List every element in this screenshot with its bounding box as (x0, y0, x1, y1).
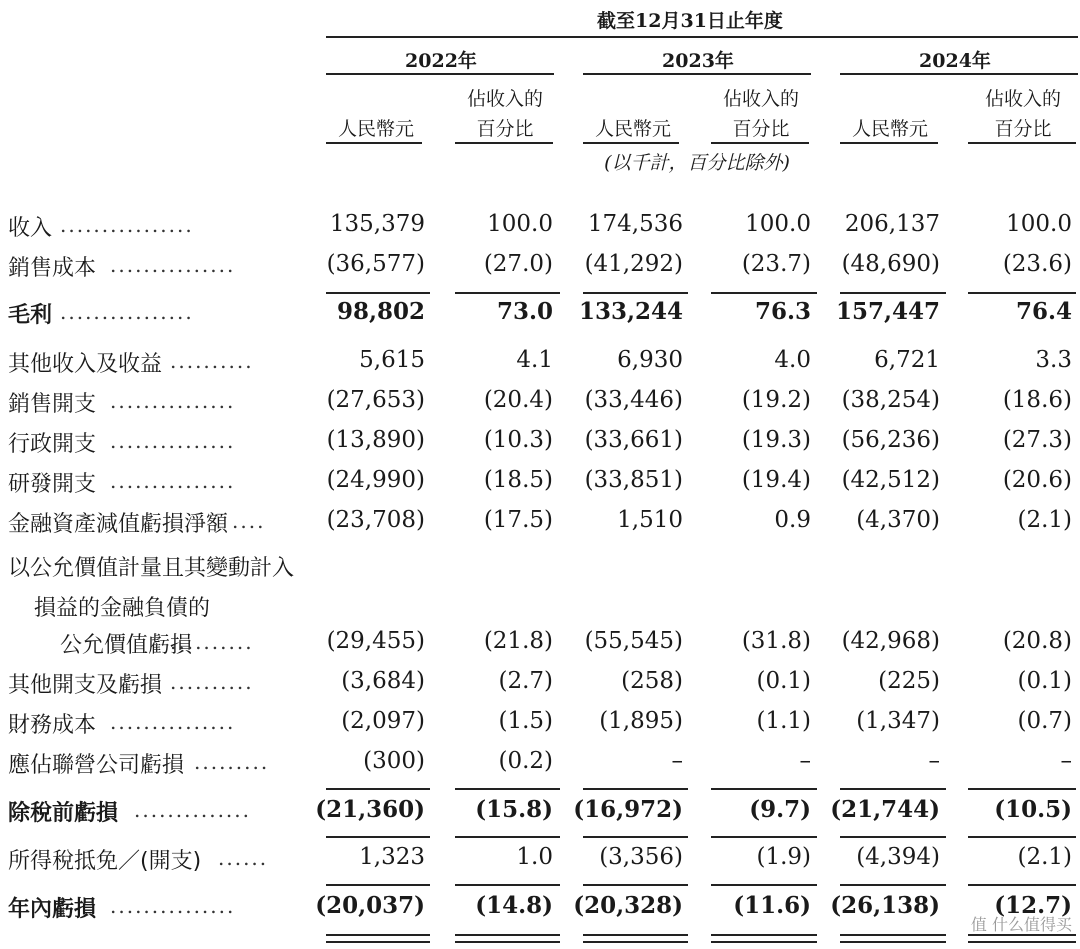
double-rule (455, 934, 560, 943)
period-underline (326, 36, 1078, 38)
leader-dots: ...... (218, 846, 269, 870)
single-rule (968, 788, 1076, 790)
cell-value: 100.0 (487, 211, 553, 237)
watermark: 值 什么值得买 (970, 915, 1072, 934)
cell-value: 6,721 (874, 347, 940, 373)
cell-value: 0.9 (774, 507, 811, 533)
cell-value: 1.0 (516, 844, 553, 870)
cell-value: 100.0 (1006, 211, 1072, 237)
row-label: 損益的金融負債的 (34, 596, 211, 621)
double-rule (968, 934, 1076, 943)
cell-value: (17.5) (483, 507, 553, 533)
cell-value: (2.7) (498, 668, 553, 694)
row-label: 其他收入及收益 (8, 352, 163, 377)
cell-value: (0.7) (1017, 708, 1072, 734)
cell-value: – (1060, 748, 1072, 774)
year-2023-underline (583, 73, 811, 75)
cell-value: (11.6) (733, 892, 811, 919)
leader-dots: ................ (60, 300, 194, 324)
single-rule (326, 836, 430, 838)
row-label: 研發開支 (8, 472, 97, 497)
col-underline-2 (455, 142, 553, 144)
single-rule (711, 884, 817, 886)
cell-value: (1.9) (756, 844, 811, 870)
single-rule (968, 292, 1076, 294)
single-rule (326, 292, 430, 294)
table-row (0, 507, 1080, 547)
cell-value: (4,370) (856, 507, 940, 533)
col-underline-6 (968, 142, 1076, 144)
cell-value: (33,661) (584, 427, 683, 453)
col-pct-2023-l2: 百分比 (732, 118, 790, 140)
double-rule (583, 934, 688, 943)
leader-dots: .......... (170, 670, 254, 694)
cell-value: (18.6) (1002, 387, 1072, 413)
cell-value: (19.4) (741, 467, 811, 493)
row-label: 除稅前虧損 (8, 801, 119, 826)
table-row (0, 892, 1080, 932)
cell-value: (19.2) (741, 387, 811, 413)
cell-value: (258) (621, 668, 683, 694)
leader-dots: ............... (110, 429, 236, 453)
cell-value: (31.8) (741, 628, 811, 654)
single-rule (583, 788, 688, 790)
cell-value: (20.6) (1002, 467, 1072, 493)
cell-value: (27,653) (326, 387, 425, 413)
year-2024-underline (840, 73, 1078, 75)
leader-dots: .......... (170, 630, 254, 654)
cell-value: (1.5) (498, 708, 553, 734)
cell-value: (9.7) (749, 796, 811, 823)
leader-dots: .......... (170, 349, 254, 373)
single-rule (711, 292, 817, 294)
cell-value: (1.1) (756, 708, 811, 734)
row-label: 金融資產減值虧損淨額 (8, 512, 229, 537)
table-row (0, 591, 1080, 631)
leader-dots: ............... (110, 389, 236, 413)
cell-value: 4.0 (774, 347, 811, 373)
single-rule (455, 292, 560, 294)
year-2022: 2022年 (405, 50, 477, 72)
cell-value: (16,972) (573, 796, 683, 823)
cell-value: (29,455) (326, 628, 425, 654)
cell-value: (3,684) (341, 668, 425, 694)
cell-value: (48,690) (841, 251, 940, 277)
cell-value: 135,379 (329, 211, 425, 237)
cell-value: (20,037) (315, 892, 425, 919)
col-pct-2022-l2: 百分比 (476, 118, 534, 140)
col-underline-3 (583, 142, 679, 144)
cell-value: (0.1) (756, 668, 811, 694)
table-row (0, 347, 1080, 387)
cell-value: (0.2) (498, 748, 553, 774)
single-rule (455, 884, 560, 886)
cell-value: (14.8) (475, 892, 553, 919)
table-row (0, 668, 1080, 708)
col-pct-2022-l1: 佔收入的 (466, 88, 543, 110)
cell-value: (15.8) (475, 796, 553, 823)
cell-value: 6,930 (617, 347, 683, 373)
cell-value: (42,968) (841, 628, 940, 654)
single-rule (455, 836, 560, 838)
cell-value: (33,446) (584, 387, 683, 413)
single-rule (583, 836, 688, 838)
table-row (0, 796, 1080, 836)
row-label: 收入 (8, 216, 53, 241)
leader-dots: ......... (194, 750, 270, 774)
row-label: 年內虧損 (8, 897, 97, 922)
cell-value: (10.5) (994, 796, 1072, 823)
single-rule (711, 788, 817, 790)
col-underline-1 (326, 142, 422, 144)
cell-value: (2,097) (341, 708, 425, 734)
cell-value: (0.1) (1017, 668, 1072, 694)
cell-value: (38,254) (841, 387, 940, 413)
single-rule (840, 292, 946, 294)
leader-dots: ............... (110, 253, 236, 277)
double-rule (326, 934, 430, 943)
col-pct-2023-l1: 佔收入的 (722, 88, 799, 110)
cell-value: (18.5) (483, 467, 553, 493)
cell-value: (2.1) (1017, 844, 1072, 870)
row-label: 所得稅抵免／(開支) (8, 849, 202, 874)
col-pct-2024-l2: 百分比 (994, 118, 1052, 140)
cell-value: (21,744) (830, 796, 940, 823)
cell-value: 4.1 (516, 347, 553, 373)
cell-value: 5,615 (359, 347, 425, 373)
year-2022-underline (326, 73, 554, 75)
cell-value: (26,138) (830, 892, 940, 919)
cell-value: 157,447 (835, 298, 940, 325)
leader-dots: ............... (110, 710, 236, 734)
leader-dots: .... (232, 509, 266, 533)
cell-value: (225) (878, 668, 940, 694)
row-label: 毛利 (8, 303, 53, 328)
cell-value: (42,512) (841, 467, 940, 493)
single-rule (455, 788, 560, 790)
cell-value: 133,244 (578, 298, 683, 325)
single-rule (840, 884, 946, 886)
leader-dots: ............... (110, 469, 236, 493)
cell-value: (20,328) (573, 892, 683, 919)
leader-dots: .............. (134, 798, 252, 822)
single-rule (326, 884, 430, 886)
cell-value: 76.4 (1015, 298, 1072, 325)
col-underline-5 (840, 142, 938, 144)
row-label: 行政開支 (8, 432, 97, 457)
unit-note: (以千計，百分比除外) (604, 152, 790, 174)
table-row (0, 427, 1080, 467)
row-label: 公允價值虧損 (60, 633, 193, 658)
year-2024: 2024年 (919, 50, 991, 72)
cell-value: (27.3) (1002, 427, 1072, 453)
cell-value: (10.3) (483, 427, 553, 453)
table-row (0, 467, 1080, 507)
single-rule (711, 836, 817, 838)
cell-value: (23.6) (1002, 251, 1072, 277)
cell-value: (300) (363, 748, 425, 774)
col-rmb-2024: 人民幣元 (851, 118, 928, 140)
cell-value: (21.8) (483, 628, 553, 654)
cell-value: (55,545) (584, 628, 683, 654)
cell-value: 76.3 (754, 298, 811, 325)
cell-value: 206,137 (844, 211, 940, 237)
cell-value: (36,577) (326, 251, 425, 277)
cell-value: (27.0) (483, 251, 553, 277)
table-row (0, 628, 1080, 668)
single-rule (968, 836, 1076, 838)
cell-value: 73.0 (496, 298, 553, 325)
cell-value: – (799, 748, 811, 774)
row-label: 財務成本 (8, 713, 97, 738)
row-label: 銷售成本 (8, 256, 97, 281)
table-row (0, 211, 1080, 251)
cell-value: (3,356) (599, 844, 683, 870)
cell-value: – (928, 748, 940, 774)
year-2023: 2023年 (662, 50, 734, 72)
cell-value: (1,347) (856, 708, 940, 734)
table-row (0, 251, 1080, 291)
double-rule (711, 934, 817, 943)
cell-value: (20.4) (483, 387, 553, 413)
row-label: 應佔聯營公司虧損 (8, 753, 185, 778)
double-rule (840, 934, 946, 943)
table-row (0, 748, 1080, 788)
single-rule (583, 884, 688, 886)
cell-value: (56,236) (841, 427, 940, 453)
cell-value: 174,536 (587, 211, 683, 237)
cell-value: (12.7) (994, 892, 1072, 919)
col-rmb-2023: 人民幣元 (594, 118, 671, 140)
table-row (0, 298, 1080, 338)
period-header: 截至12月31日止年度 (597, 10, 783, 32)
row-label: 銷售開支 (8, 392, 97, 417)
leader-dots: ................ (60, 213, 194, 237)
table-row (0, 844, 1080, 884)
cell-value: (24,990) (326, 467, 425, 493)
cell-value: (4,394) (856, 844, 940, 870)
table-row (0, 387, 1080, 427)
table-row (0, 551, 1080, 591)
col-underline-4 (711, 142, 809, 144)
single-rule (840, 788, 946, 790)
col-rmb-2022: 人民幣元 (337, 118, 414, 140)
cell-value: (33,851) (584, 467, 683, 493)
cell-value: (13,890) (326, 427, 425, 453)
cell-value: (21,360) (315, 796, 425, 823)
cell-value: 1,510 (617, 507, 683, 533)
cell-value: 1,323 (359, 844, 425, 870)
cell-value: (2.1) (1017, 507, 1072, 533)
col-pct-2024-l1: 佔收入的 (984, 88, 1061, 110)
cell-value: (23,708) (326, 507, 425, 533)
cell-value: (20.8) (1002, 628, 1072, 654)
single-rule (968, 884, 1076, 886)
cell-value: (41,292) (584, 251, 683, 277)
cell-value: 3.3 (1035, 347, 1072, 373)
cell-value: 98,802 (336, 298, 425, 325)
cell-value: (1,895) (599, 708, 683, 734)
cell-value: (23.7) (741, 251, 811, 277)
leader-dots: ............... (110, 894, 236, 918)
cell-value: – (671, 748, 683, 774)
single-rule (326, 788, 430, 790)
row-label: 以公允價值計量且其變動計入 (8, 556, 295, 581)
single-rule (840, 836, 946, 838)
row-label: 其他開支及虧損 (8, 673, 163, 698)
single-rule (583, 292, 688, 294)
cell-value: 100.0 (745, 211, 811, 237)
cell-value: (19.3) (741, 427, 811, 453)
table-row (0, 708, 1080, 748)
